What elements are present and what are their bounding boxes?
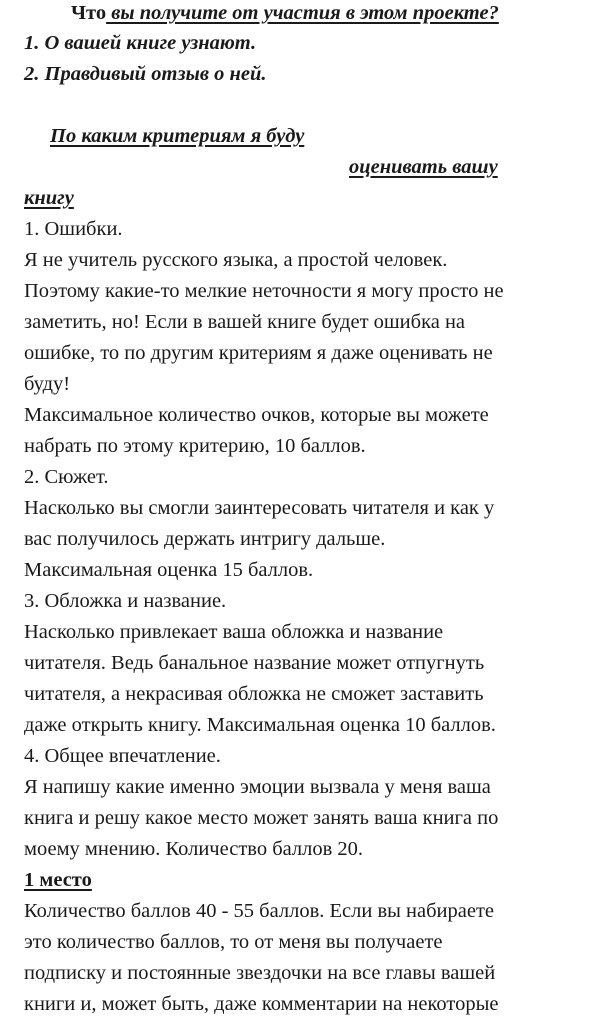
benefit-item: 1. О вашей книге узнают. xyxy=(24,32,257,54)
body-text-line: книги и, может быть, даже комментарии на некоторые xyxy=(24,993,499,1015)
body-text-line: Я не учитель русского языка, а простой человек. xyxy=(24,249,448,271)
body-text-line: набрать по этому критерию, 10 баллов. xyxy=(24,435,366,457)
criteria-heading-part2: оценивать вашу xyxy=(349,156,498,178)
body-text-line: Максимальная оценка 15 баллов. xyxy=(24,559,314,581)
heading-lead-word: Что xyxy=(71,2,107,24)
body-text-line: Максимальное количество очков, которые вы можете xyxy=(24,404,489,426)
body-text-line: Поэтому какие-то мелкие неточности я могу просто не xyxy=(24,280,504,302)
body-text-line: Количество баллов 40 - 55 баллов. Если вы набираете xyxy=(24,900,494,922)
benefit-item: 2. Правдивый отзыв о ней. xyxy=(24,63,267,85)
heading-question: вы получите от участия в этом проекте? xyxy=(106,2,499,24)
body-text-line: читателя. Ведь банальное название может отпугнуть xyxy=(24,652,485,674)
criterion-impression-title: 4. Общее впечатление. xyxy=(24,745,221,767)
body-text-line: Я напишу какие именно эмоции вызвала у меня ваша xyxy=(24,776,491,798)
first-place-heading: 1 место xyxy=(24,869,92,891)
body-text-line: буду! xyxy=(24,373,71,395)
body-text-line: ошибке, то по другим критериям я даже оценивать не xyxy=(24,342,493,364)
body-text-line: заметить, но! Если в вашей книге будет ошибка на xyxy=(24,311,466,333)
body-text-line: даже открыть книгу. Максимальная оценка 10 баллов. xyxy=(24,714,496,736)
criterion-cover-title: 3. Обложка и название. xyxy=(24,590,227,612)
criteria-heading-part1: По каким критериям я буду xyxy=(50,125,305,147)
body-text-line: вас получилось держать интригу дальше. xyxy=(24,528,386,550)
body-text-line: подписку и постоянные звездочки на все главы вашей xyxy=(24,962,496,984)
body-text-line: Насколько вы смогли заинтересовать читателя и как у xyxy=(24,497,495,519)
body-text-line: моему мнению. Количество баллов 20. xyxy=(24,838,364,860)
body-text-line: читателя, а некрасивая обложка не сможет заставить xyxy=(24,683,484,705)
criterion-plot-title: 2. Сюжет. xyxy=(24,466,109,488)
body-text-line: это количество баллов, то от меня вы получаете xyxy=(24,931,443,953)
body-text-line: Насколько привлекает ваша обложка и название xyxy=(24,621,444,643)
criterion-errors-title: 1. Ошибки. xyxy=(24,218,123,240)
body-text-line: книга и решу какое место может занять ваша книга по xyxy=(24,807,499,829)
criteria-heading-part3: книгу xyxy=(24,187,74,209)
project-benefits-heading xyxy=(71,0,499,26)
